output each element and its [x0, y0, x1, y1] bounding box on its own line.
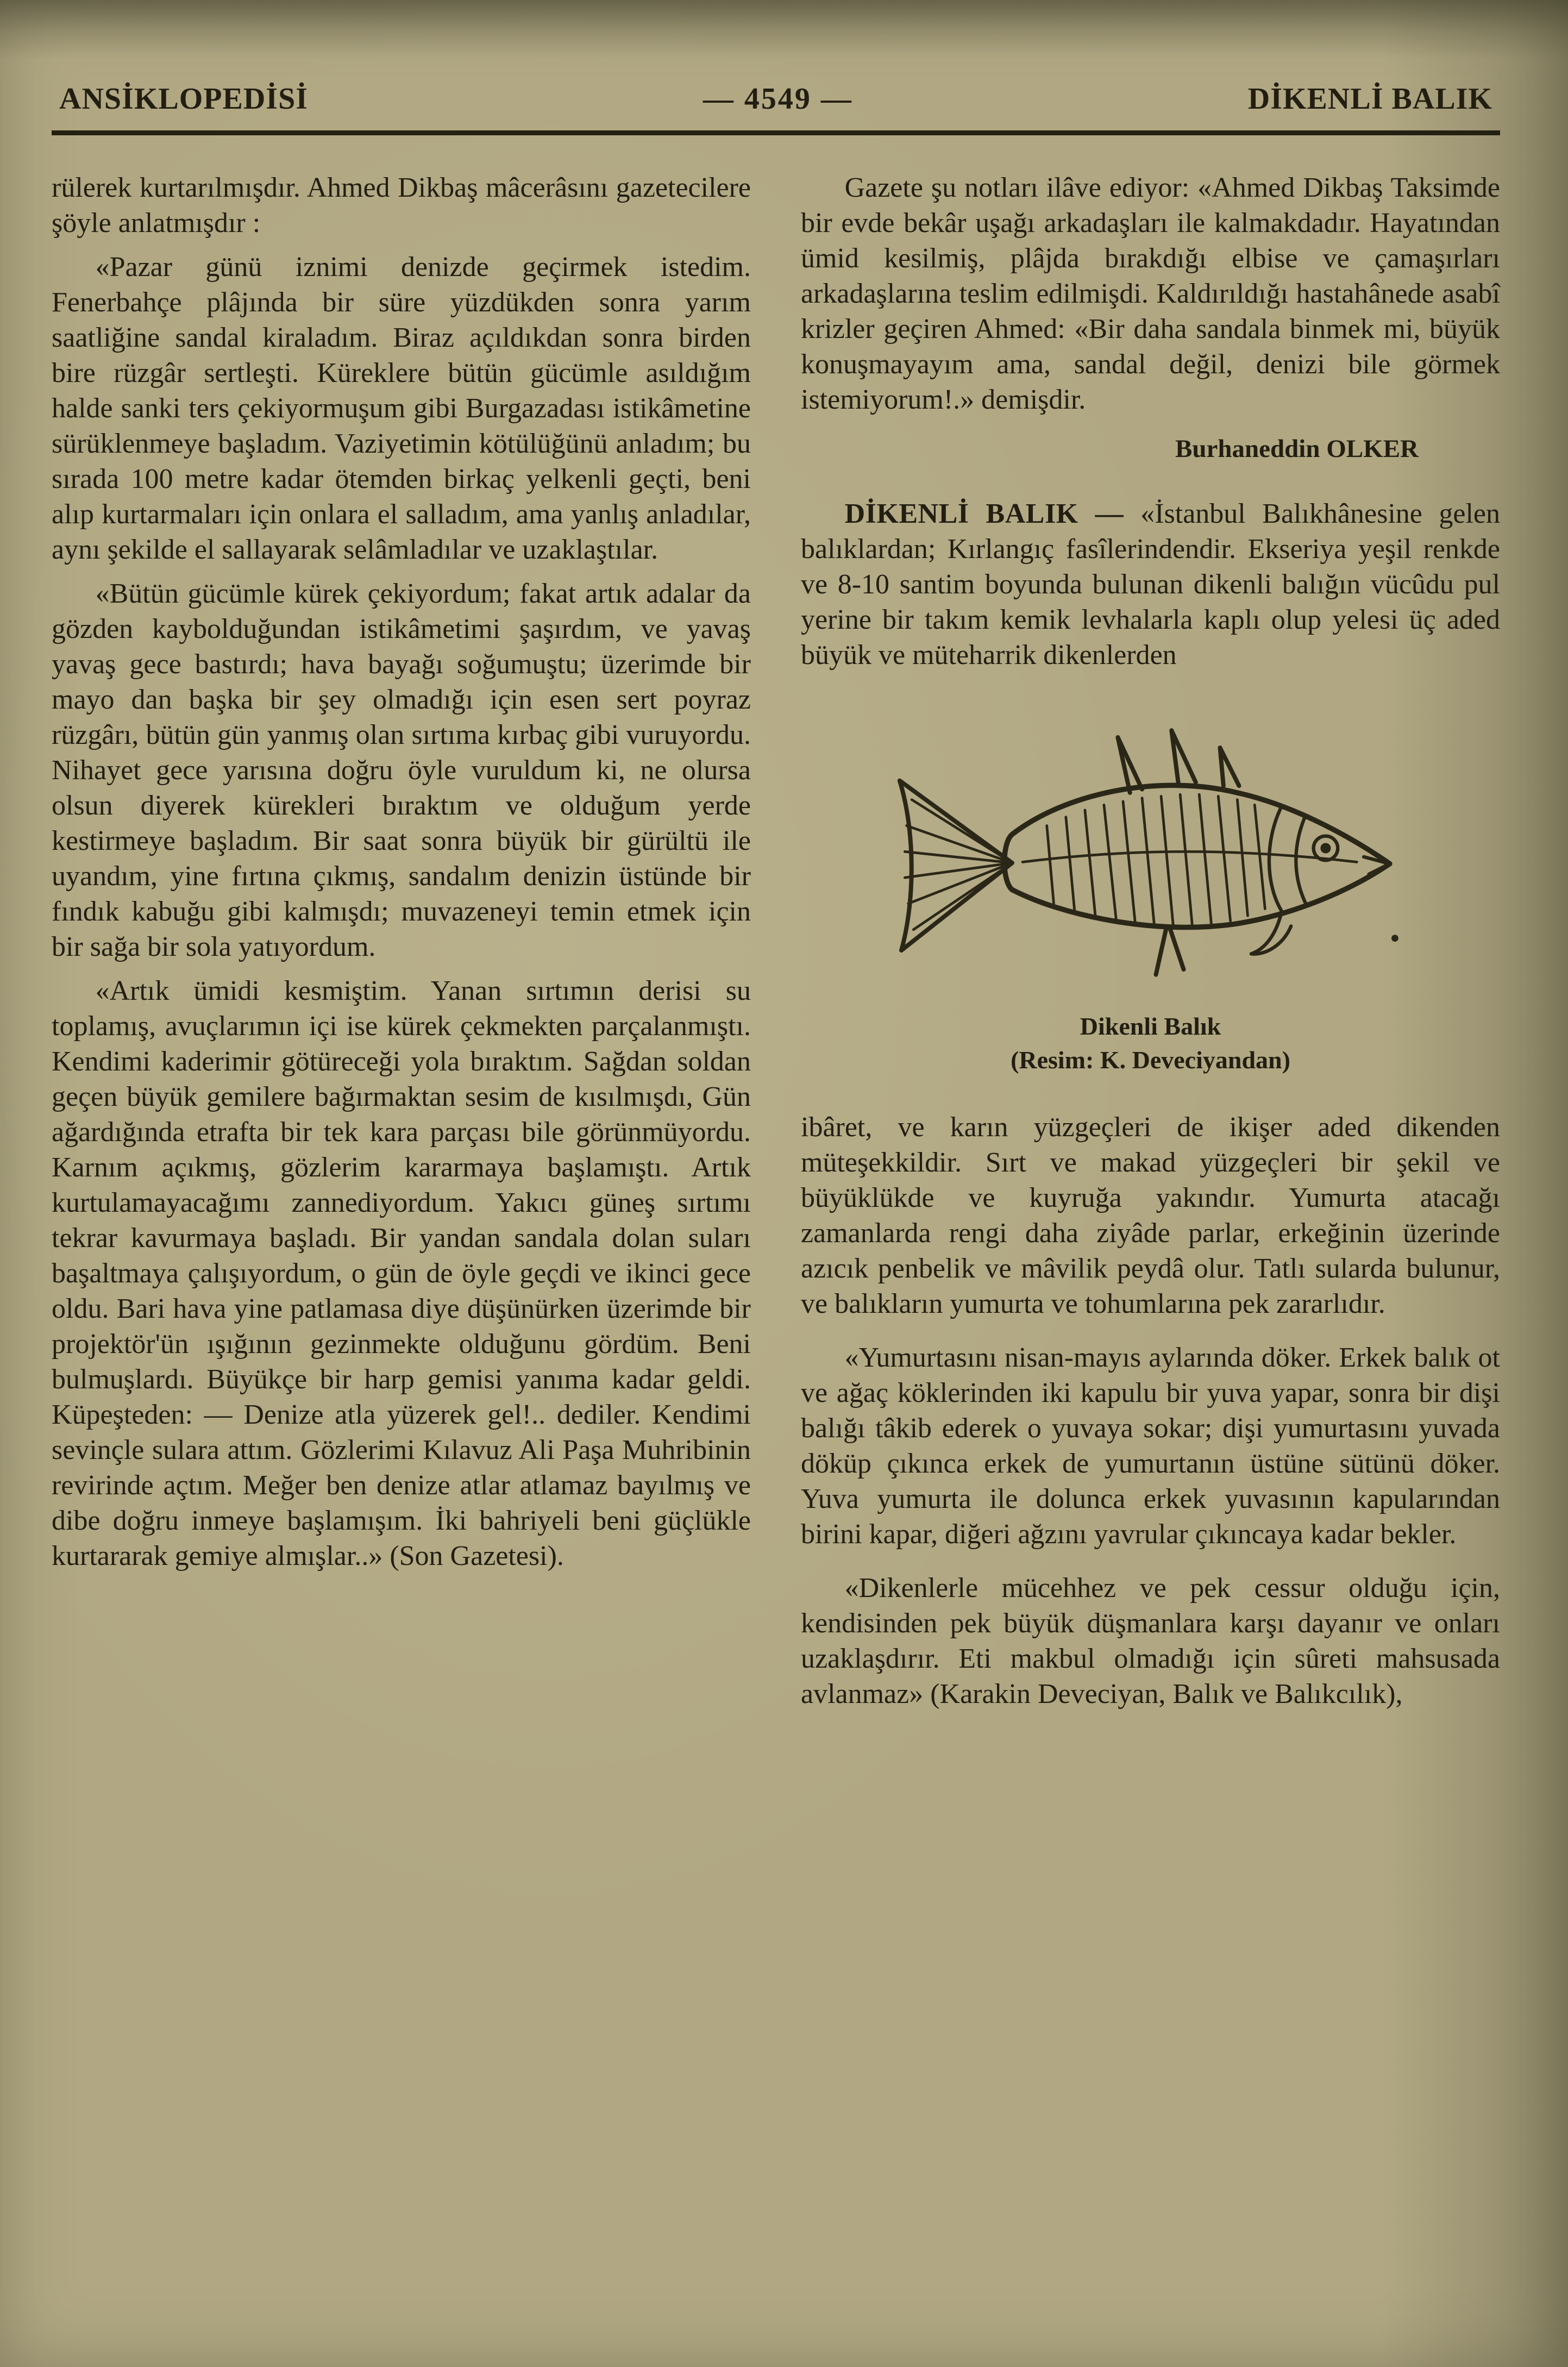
- paragraph: «Bütün gücümle kürek çekiyordum; fakat artık adalar da gözden kaybolduğundan istikâmetimi şaşırdım, ve yavaş yavaş gece bastırdı; hava bayağı soğumuştu; üzerimde bir mayo dan başka bir şey olmadığı için esen sert poyraz rüzgârı, bütün gün yanmış olan sırtıma kırbaç gibi vuruyordu. Nihayet gece yarısına doğru öyle vuruldum ki, ne olursa olsun diyerek kürekleri bıraktım ve olduğum yerde kestirmeye başladım. Bir saat sonra büyük bir gürültü ile uyandım, yine fırtına çıkmış, sandalım denizin üstünde bir fındık kabuğu gibi kalmışdı; muvazeneyi temin etmek için bir sağa bir sola yatıyordum.: [52, 578, 751, 962]
- two-column-layout: [52, 170, 1500, 1730]
- paragraph: rülerek kurtarılmışdır. Ahmed Dikbaş mâcerâsını gazetecilere şöyle anlatmışdır :: [52, 172, 751, 239]
- figure-block: [801, 716, 1500, 1077]
- figure-caption-credit: (Resim: K. Deveciyandan): [1011, 1046, 1290, 1074]
- gazette-note-paragraphs: [801, 170, 1500, 417]
- entry-continuation-paragraphs: [801, 1110, 1500, 1712]
- fish-illustration: [874, 716, 1428, 1010]
- header-publication-title: ANSİKLOPEDİSİ: [59, 82, 309, 116]
- byline-author: Burhaneddin OLKER: [1175, 435, 1419, 463]
- header-article-title: DİKENLİ BALIK: [1247, 82, 1492, 116]
- entry-paragraph: [801, 496, 1500, 673]
- header-rule: [52, 130, 1500, 135]
- paragraph: «Yumurtasını nisan-mayıs aylarında döker. Erkek balık ot ve ağaç köklerinden iki kapulu bir yuva yapar, sonra bir dişi balığı tâkib ederek o yuvaya sokar; dişi yumurtasını yuvada döküp çıkınca erkek de yumurtanın üstüne sütünü döker. Yuva yumurta ile dolunca erkek yuvasının kapularından birini kapar, diğeri ağzını yavrular çıkıncaya kadar bekler.: [801, 1342, 1500, 1550]
- paragraph: «Artık ümidi kesmiştim. Yanan sırtımın derisi su toplamış, avuçlarımın içi ise kürek çekmekten parçalanmıştı. Kendimi kaderimir götüreceği yola bıraktım. Sağdan soldan geçen büyük gemilere bağırmaktan sesim de kısılmışdı, Gün ağardığında etrafta bir tek kara parçası bile görünmüyordu. Karnım açıkmış, gözlerim kararmaya başlamıştı. Artık kurtulamayacağımı zannediyordum. Yakıcı güneş sırtımı tekrar kavurmaya başladı. Bir yandan sandala dolan suları başaltmaya çalışıyordum, o gün de öyle geçdi ve ikinci gece oldu. Bari hava yine patlamasa diye düşünürken üzerimde bir projektör'ün ışığının gezinmekte olduğunu gördüm. Beni bulmuşlardı. Büyükçe bir harp gemisi yanıma kadar geldi. Küpeşteden: — Denize atla yüzerek gel!.. dediler. Kendimi sevinçle sulara attım. Gözlerimi Kılavuz Ali Paşa Muhribinin revirinde açtım. Meğer ben denize atlar atlamaz bayılmış ve dibe doğru inmeye başlamışım. İki bahriyeli beni güçlükle kurtararak gemiye almışlar..» (Son Gazetesi).: [52, 975, 751, 1571]
- page-header: [52, 82, 1500, 130]
- figure-caption-title: Dikenli Balık: [1080, 1012, 1221, 1040]
- paragraph: «Dikenlerle mücehhez ve pek cessur olduğu için, kendisinden pek büyük düşmanlara karşı dayanır ve onları uzaklaşdırır. Eti makbul olmadığı için sûreti mahsusada avlanmaz» (Karakin Deveciyan, Balık ve Balıkcılık),: [801, 1573, 1500, 1710]
- left-column: [52, 170, 751, 1730]
- entry-term: DİKENLİ BALIK —: [844, 498, 1141, 529]
- entry-text: «İstanbul Balıkhânesine gelen balıklardan; Kırlangıç fasîlerindendir. Ekseriya yeşil renkde ve 8-10 santim boyunda bulunan dikenli balığın vücûdu pul yerine bir takım kemik levhalarla kaplı olup yelesi üç aded büyük ve müteharrik dikenlerden: [801, 498, 1500, 671]
- paragraph: «Pazar günü iznimi denizde geçirmek istedim. Fenerbahçe plâjında bir süre yüzdükden sonra yarım saatliğine sandal kiraladım. Biraz açıldıkdan sonra birden bire rüzgâr sertleşti. Küreklere bütün gücümle asıldığım halde sanki ters çekiyormuşum gibi Burgazadası istikâmetine sürüklenmeye başladım. Vaziyetimin kötülüğünü anladım; bu sırada 100 metre kadar ötemden birkaç yelkenli geçti, beni alıp kurtarmaları için onlara el salladım, ama yanlış anladılar, aynı şekilde el sallayarak selâmladılar ve uzaklaştılar.: [52, 252, 751, 565]
- page-number: — 4549 —: [703, 82, 853, 116]
- right-column: [801, 170, 1500, 1730]
- paragraph: ibâret, ve karın yüzgeçleri de ikişer aded dikenden müteşekkildir. Sırt ve makad yüzgeçleri bir şekil ve büyüklükde ve kuyruğa yakındır. Yumurta atacağı zamanlarda rengi daha ziyâde parlar, erkeğinin üzerinde azıcık penbelik ve mâvilik peydâ olur. Tatlı sularda bulunur, ve balıkların yumurta ve tohumlarına pek zararlıdır.: [801, 1112, 1500, 1319]
- paragraph: Gazete şu notları ilâve ediyor: «Ahmed Dikbaş Taksimde bir evde bekâr uşağı arkadaşları ile kalmakdadır. Hayatından ümid kesilmiş, plâjda bırakdığı elbise ve çamaşırları arkadaşlarına teslim edilmişdi. Kaldırıldığı hastahânede asabî krizler geçiren Ahmed: «Bir daha sandala binmek mi, büyük konuşmayayım ama, sandal değil, denizi bile görmek istemiyorum!.» demişdir.: [801, 172, 1500, 415]
